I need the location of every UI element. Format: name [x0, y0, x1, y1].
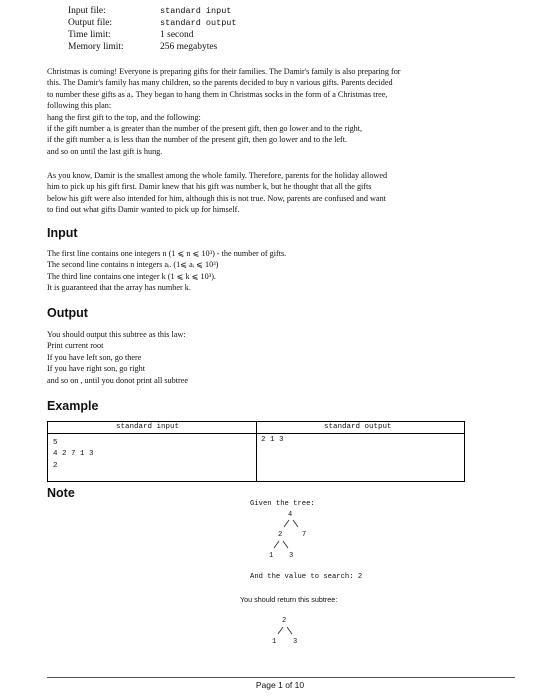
meta-value: 1 second — [160, 30, 194, 40]
example-heading: Example — [47, 399, 99, 413]
meta-value: 256 megabytes — [160, 42, 218, 52]
statement-line: and so on until the last gift is hung. — [47, 146, 163, 156]
statement-line: hang the first gift to the top, and the following: — [47, 112, 201, 122]
page-number: Page 1 of 10 — [255, 680, 305, 690]
input-line: The third line contains one integer k (1 ⩽ k ⩽ 10³). — [47, 271, 216, 281]
tree-node-root: 4 — [288, 511, 293, 519]
given-tree — [255, 510, 325, 565]
output-heading: Output — [47, 306, 88, 320]
output-description — [47, 329, 515, 386]
result-tree — [264, 617, 304, 649]
input-heading: Input — [47, 226, 78, 240]
tree-node-left-left: 1 — [269, 552, 274, 560]
statement-line: to find out what gifts Damir wanted to pick up for himself. — [47, 205, 240, 215]
statement-line: if the gift number aᵢ is greater than the number of the present gift, then go lower and to the right, — [47, 124, 363, 134]
example-input-line: 4 2 7 1 3 — [53, 450, 94, 458]
tree-node-left: 1 — [272, 638, 277, 646]
input-header-rule — [48, 433, 256, 434]
meta-key: Time limit: — [68, 30, 111, 40]
output-line: If you have left son, go there — [47, 352, 142, 362]
example-input-header: standard input — [116, 423, 180, 431]
input-line: The first line contains one integers n (1 ⩽ n ⩽ 10³) - the number of gifts. — [47, 249, 287, 258]
meta-value: standard output — [160, 18, 237, 28]
column-divider — [256, 422, 257, 481]
input-line: The second line contains n integers aᵢ. (1⩽ aᵢ ⩽ 10³) — [47, 260, 219, 270]
note-heading: Note — [47, 486, 75, 500]
output-line: You should output this subtree as this law: — [47, 330, 186, 339]
statement-line: Christmas is coming! Everyone is preparing gifts for their families. The Damir's family is also preparing for — [47, 67, 401, 76]
output-header-rule — [256, 433, 464, 434]
tree-node-right: 3 — [293, 638, 298, 646]
statement-line: to number these gifts as aᵢ. They began to hang them in Christmas socks in the form of a Christmas tree, — [47, 89, 388, 99]
output-line: and so on , until you donot print all subtree — [47, 375, 188, 385]
statement-line: As you know, Damir is the smallest among the whole family. Therefore, parents for the holiday allowed — [47, 171, 388, 180]
tree-node-left-right: 3 — [289, 552, 294, 560]
meta-key: Memory limit: — [68, 42, 124, 52]
example-output-line: 2 1 3 — [261, 436, 284, 444]
note-search-text: And the value to search: 2 — [250, 573, 363, 581]
example-output-header: standard output — [324, 423, 392, 431]
example-table — [47, 421, 465, 482]
statement-paragraph-2 — [47, 170, 515, 216]
tree-node-root: 2 — [282, 617, 287, 625]
statement-paragraph-1 — [47, 66, 515, 157]
output-line: Print current root — [47, 341, 104, 351]
output-line: If you have right son, go right — [47, 364, 146, 374]
tree-node-left: 2 — [278, 531, 283, 539]
statement-line: below his gift were also intended for him, although this is not true. Now, parents are confused and want — [47, 193, 386, 203]
statement-line: this. The Damir's family has many children, so the parents decided to buy n various gifts. Parents decided — [47, 78, 393, 88]
input-description — [47, 248, 515, 294]
note-result-text: You should return this subtree: — [240, 595, 338, 604]
footer-rule — [47, 677, 515, 678]
example-input-line: 5 — [53, 439, 58, 447]
statement-line: if the gift number aᵢ is less than the number of the present gift, then go lower and to the left. — [47, 135, 348, 145]
meta-key: Output file: — [68, 18, 113, 28]
statement-line: following this plan: — [47, 101, 112, 111]
example-input-line: 2 — [53, 462, 58, 470]
tree-node-right: 7 — [302, 531, 307, 539]
meta-value: standard input — [160, 6, 232, 16]
input-line: It is guaranteed that the array has number k. — [47, 283, 191, 293]
note-given-text: Given the tree: — [250, 500, 315, 508]
statement-line: him to pick up his gift first. Damir knew that his gift was number k, but he thought that all the gifts — [47, 182, 372, 192]
meta-key: Input file: — [68, 6, 106, 16]
